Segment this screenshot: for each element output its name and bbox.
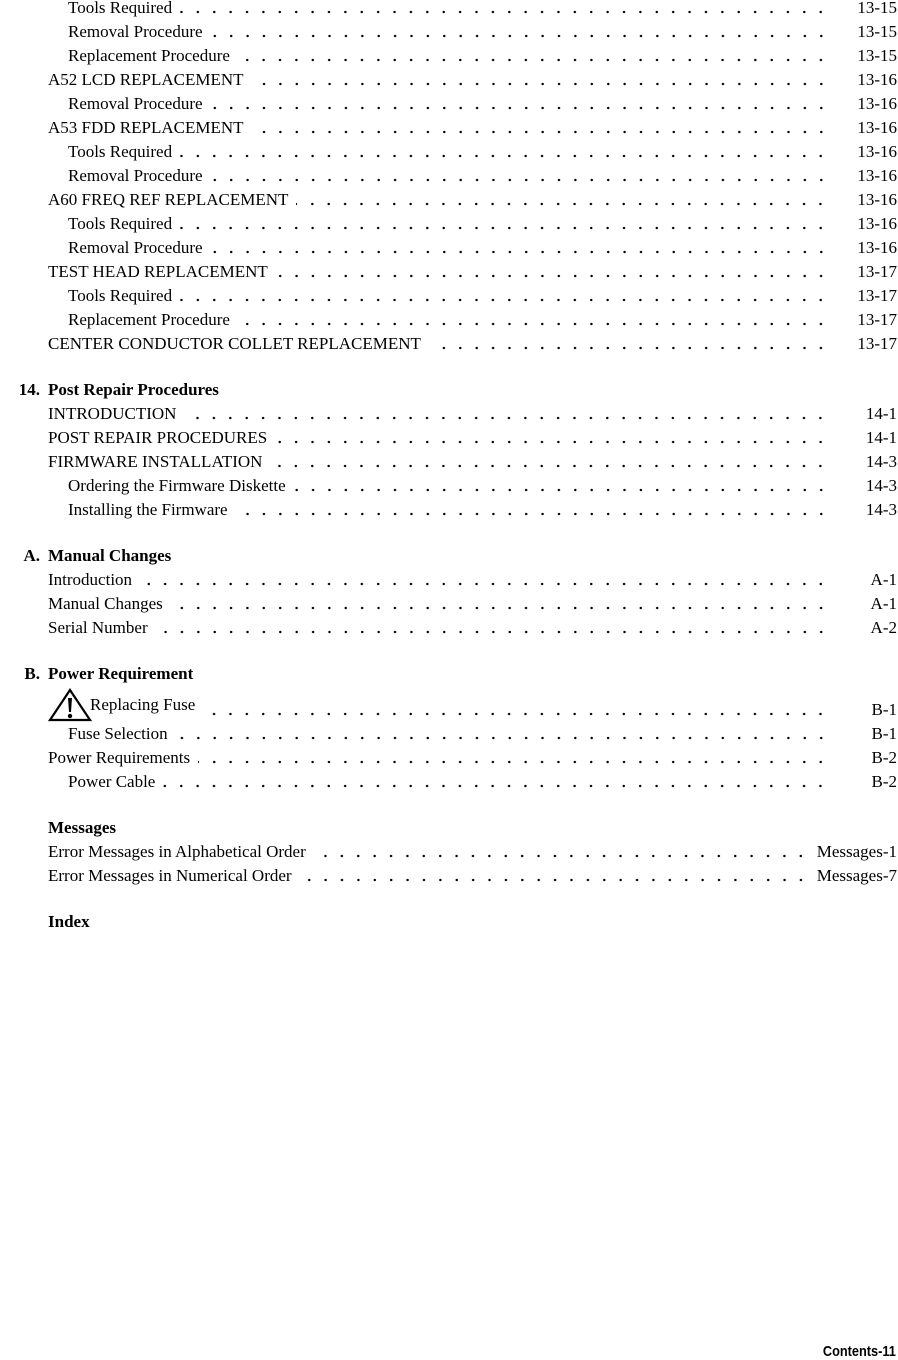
entry-title[interactable]: A60 FREQ REF REPLACEMENT	[48, 190, 289, 209]
toc-entry[interactable]	[0, 44, 898, 68]
entry-title[interactable]: Removal Procedure	[68, 94, 203, 113]
entry-label	[48, 116, 244, 140]
entry-title[interactable]: Power Requirements	[48, 748, 191, 767]
chapter-title[interactable]: Power Requirement	[48, 664, 194, 683]
page-number[interactable]: 13-16	[857, 118, 897, 137]
entry-title[interactable]: Replacing Fuse	[90, 695, 196, 714]
dot-leader	[238, 308, 829, 332]
entry-title[interactable]: Introduction	[48, 570, 133, 589]
toc-entry[interactable]	[0, 164, 898, 188]
dot-leader	[156, 616, 829, 640]
entry-label	[48, 864, 292, 888]
dot-leader	[236, 498, 829, 522]
toc-entry[interactable]	[0, 402, 898, 426]
toc-entry[interactable]	[0, 498, 898, 522]
entry-label	[48, 140, 172, 164]
toc-entry[interactable]	[0, 116, 898, 140]
page-number[interactable]: 14-3	[865, 476, 897, 495]
chapter-title[interactable]: Index	[48, 912, 90, 931]
entry-label	[48, 236, 203, 260]
page-number[interactable]: A-1	[870, 594, 897, 613]
toc-entry[interactable]	[0, 0, 898, 20]
chapter-title[interactable]: Messages	[48, 818, 116, 837]
entry-label	[48, 20, 203, 44]
page-number[interactable]: 13-15	[857, 22, 897, 41]
page-number[interactable]: 14-1	[865, 404, 897, 423]
entry-title[interactable]: FIRMWARE INSTALLATION	[48, 452, 263, 471]
toc-entry[interactable]	[0, 92, 898, 116]
page-number[interactable]: 13-16	[857, 166, 897, 185]
page-number[interactable]: B-2	[871, 772, 897, 791]
dot-leader	[180, 212, 829, 236]
chapter-number: B.	[24, 664, 40, 683]
chapter-title[interactable]: Manual Changes	[48, 546, 172, 565]
spacer	[0, 522, 898, 544]
toc-entry[interactable]	[0, 864, 898, 888]
entry-title[interactable]: A52 LCD REPLACEMENT	[48, 70, 244, 89]
entry-label	[48, 498, 228, 522]
entry-title[interactable]: Tools Required	[68, 0, 173, 17]
dot-leader	[296, 188, 829, 212]
spacer	[0, 356, 898, 378]
toc-entry[interactable]	[0, 308, 898, 332]
page-number[interactable]: 13-16	[857, 214, 897, 233]
entry-title[interactable]: A53 FDD REPLACEMENT	[48, 118, 244, 137]
page-number[interactable]: B-1	[871, 700, 897, 719]
entry-title[interactable]: Removal Procedure	[68, 166, 203, 185]
toc-entry[interactable]	[0, 592, 898, 616]
entry-label	[48, 770, 155, 794]
toc-entry[interactable]	[0, 68, 898, 92]
dot-leader	[211, 236, 829, 260]
warning-triangle-icon	[48, 688, 92, 722]
entry-label	[48, 840, 306, 864]
toc-entry[interactable]	[0, 284, 898, 308]
chapter-heading	[0, 816, 898, 840]
dot-leader	[300, 864, 809, 888]
toc-entry[interactable]	[0, 722, 898, 746]
toc-entry[interactable]	[0, 260, 898, 284]
page-number[interactable]: 13-16	[857, 238, 897, 257]
entry-label	[48, 308, 230, 332]
entry-title[interactable]: POST REPAIR PROCEDURES	[48, 428, 268, 447]
chapter-heading	[0, 378, 898, 402]
page-number[interactable]: 13-17	[857, 310, 897, 329]
page-number[interactable]: 13-17	[857, 334, 897, 353]
entry-title[interactable]: Ordering the Firmware Diskette	[68, 476, 286, 495]
toc-entry[interactable]	[0, 236, 898, 260]
page-number[interactable]: 13-17	[857, 262, 897, 281]
toc-entry[interactable]	[0, 474, 898, 498]
dot-leader	[198, 746, 829, 770]
dot-leader	[180, 140, 829, 164]
page-number[interactable]: B-2	[871, 748, 897, 767]
spacer	[0, 640, 898, 662]
entry-title[interactable]: Installing the Firmware	[68, 500, 228, 519]
entry-label	[48, 474, 286, 498]
entry-title[interactable]: TEST HEAD REPLACEMENT	[48, 262, 268, 281]
dot-leader	[180, 284, 829, 308]
page-number[interactable]: 14-3	[865, 500, 897, 519]
toc-entry[interactable]	[0, 332, 898, 356]
entry-title[interactable]: Removal Procedure	[68, 22, 203, 41]
entry-label	[48, 68, 244, 92]
entry-title[interactable]: Tools Required	[68, 286, 173, 305]
chapter-heading	[0, 910, 898, 934]
entry-label	[48, 746, 190, 770]
chapter-number: 14.	[18, 380, 40, 399]
entry-title[interactable]: Fuse Selection	[68, 724, 168, 743]
entry-label	[48, 426, 267, 450]
entry-label	[48, 188, 288, 212]
entry-label	[48, 616, 148, 640]
entry-title[interactable]: INTRODUCTION	[48, 404, 177, 423]
page-number[interactable]: 13-16	[857, 142, 897, 161]
entry-label	[48, 0, 172, 20]
entry-title[interactable]: Error Messages in Alphabetical Order	[48, 842, 306, 861]
entry-title[interactable]: CENTER CONDUCTOR COLLET REPLACEMENT	[48, 334, 421, 353]
toc-entry[interactable]	[0, 140, 898, 164]
dot-leader	[294, 474, 829, 498]
dot-leader	[180, 0, 829, 20]
page-number[interactable]: 13-16	[857, 94, 897, 113]
entry-label	[48, 592, 163, 616]
toc-entry[interactable]	[0, 212, 898, 236]
page-number[interactable]: 14-3	[865, 452, 897, 471]
toc-entry[interactable]	[0, 770, 898, 794]
entry-title[interactable]: Removal Procedure	[68, 238, 203, 257]
dot-leader	[171, 592, 829, 616]
page-number[interactable]: B-1	[871, 724, 897, 743]
toc-entry[interactable]	[0, 568, 898, 592]
entry-label	[48, 284, 172, 308]
toc-entry[interactable]	[0, 188, 898, 212]
entry-label	[48, 568, 132, 592]
entry-label	[48, 332, 421, 356]
entry-label	[48, 92, 203, 116]
dot-leader	[429, 332, 829, 356]
entry-title[interactable]: Tools Required	[68, 142, 173, 161]
toc-entry[interactable]	[0, 616, 898, 640]
chapter-heading	[0, 544, 898, 568]
dot-leader	[270, 450, 829, 474]
toc-entry[interactable]	[0, 686, 898, 722]
entry-label	[48, 212, 172, 236]
chapter-number: A.	[23, 546, 40, 565]
dot-leader	[211, 92, 829, 116]
spacer	[0, 888, 898, 910]
entry-title[interactable]: Serial Number	[48, 618, 148, 637]
dot-leader	[211, 164, 829, 188]
page-number[interactable]: Messages-1	[816, 842, 897, 861]
entry-label	[48, 688, 195, 722]
dot-leader	[140, 568, 829, 592]
entry-title[interactable]: Manual Changes	[48, 594, 163, 613]
page-number[interactable]: 13-17	[857, 286, 897, 305]
page-number[interactable]: A-2	[870, 618, 897, 637]
entry-title[interactable]: Replacement Procedure	[68, 46, 230, 65]
dot-leader	[314, 840, 809, 864]
spacer	[0, 794, 898, 816]
toc-entry[interactable]	[0, 450, 898, 474]
dot-leader	[276, 260, 829, 284]
dot-leader	[184, 402, 829, 426]
chapter-heading	[0, 662, 898, 686]
page-number[interactable]: 13-16	[857, 190, 897, 209]
chapter-title[interactable]: Post Repair Procedures	[48, 380, 219, 399]
dot-leader	[275, 426, 829, 450]
toc-entry[interactable]	[0, 20, 898, 44]
entry-title[interactable]: Tools Required	[68, 214, 173, 233]
entry-label	[48, 722, 168, 746]
page-number[interactable]: 13-15	[857, 0, 897, 17]
entry-label	[48, 164, 203, 188]
entry-label	[48, 450, 262, 474]
entry-title[interactable]: Replacement Procedure	[68, 310, 230, 329]
toc-entry[interactable]	[0, 840, 898, 864]
page-number[interactable]: 13-15	[857, 46, 897, 65]
dot-leader	[163, 770, 829, 794]
entry-label	[48, 44, 230, 68]
dot-leader	[176, 722, 829, 746]
toc-entry[interactable]	[0, 426, 898, 450]
dot-leader	[252, 68, 830, 92]
page-number[interactable]: Messages-7	[816, 866, 897, 885]
dot-leader	[211, 20, 829, 44]
dot-leader	[203, 698, 829, 722]
page-footer: Contents-11	[823, 1343, 896, 1360]
entry-label	[48, 402, 176, 426]
page-number[interactable]: 13-16	[857, 70, 897, 89]
page-number[interactable]: A-1	[870, 570, 897, 589]
page-number[interactable]: 14-1	[865, 428, 897, 447]
dot-leader	[252, 116, 829, 140]
entry-label	[48, 260, 268, 284]
entry-title[interactable]: Power Cable	[68, 772, 156, 791]
entry-title[interactable]: Error Messages in Numerical Order	[48, 866, 292, 885]
toc-entry[interactable]	[0, 746, 898, 770]
dot-leader	[238, 44, 829, 68]
